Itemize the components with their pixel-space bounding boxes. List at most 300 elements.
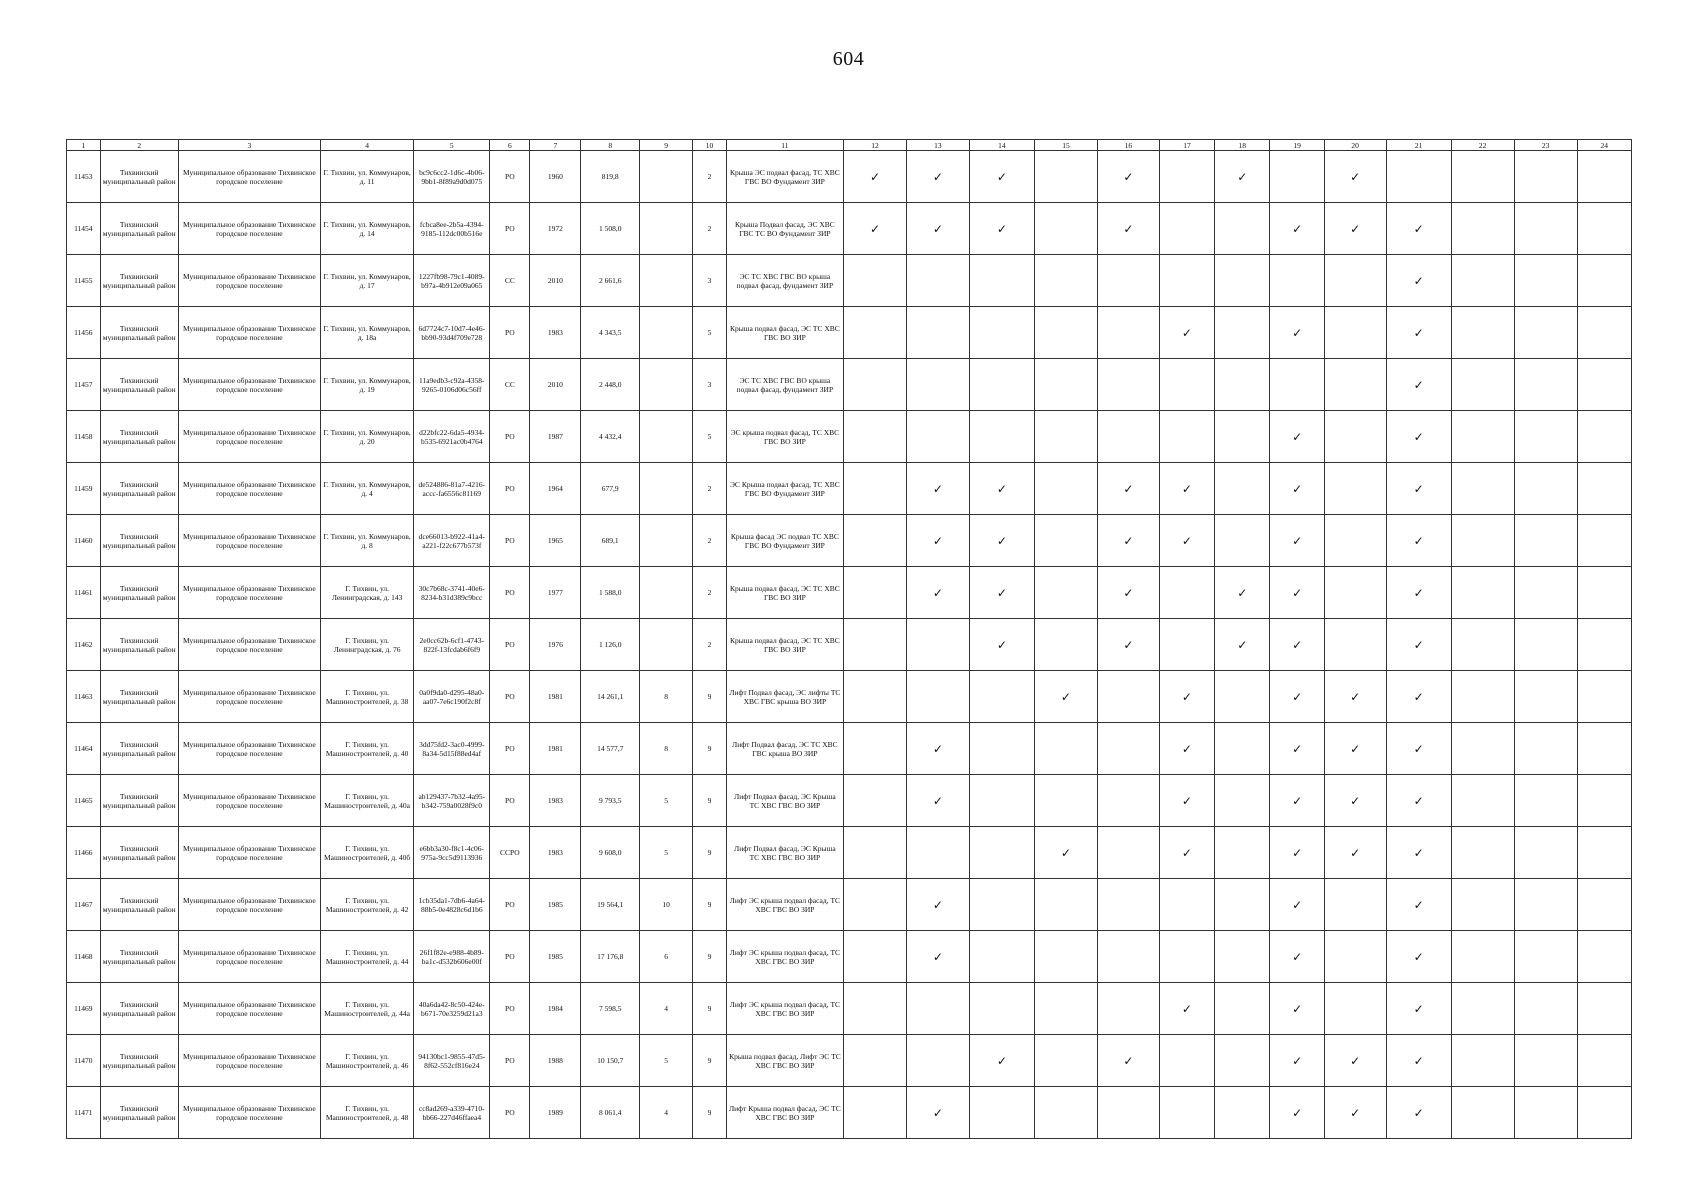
check-mark-icon: ✓ bbox=[1413, 1105, 1424, 1120]
check-cell-col-19 bbox=[1270, 307, 1324, 359]
guid-cell: de524886-81a7-4216-accc-fa6556c81169 bbox=[414, 463, 490, 515]
check-cell-col-14 bbox=[969, 619, 1034, 671]
col9-cell: 4 bbox=[639, 1087, 692, 1139]
check-mark-icon: ✓ bbox=[1350, 741, 1361, 756]
check-cell-col-20 bbox=[1324, 723, 1386, 775]
row-number-cell: 11457 bbox=[67, 359, 101, 411]
check-cell-col-23 bbox=[1514, 619, 1577, 671]
works-cell: Крыша подвал фасад, Лифт ЭС ТС ХВС ГВС ВО ЗИР bbox=[726, 1035, 843, 1087]
works-cell: Лифт Подвал фасад, ЭС ТС ХВС ГВС крыша ВО ЗИР bbox=[726, 723, 843, 775]
year-cell: 1987 bbox=[530, 411, 581, 463]
check-cell-col-20 bbox=[1324, 255, 1386, 307]
check-mark-icon: ✓ bbox=[932, 741, 943, 756]
check-cell-col-22 bbox=[1451, 411, 1514, 463]
check-cell-col-21 bbox=[1386, 359, 1451, 411]
col10-cell: 5 bbox=[693, 307, 727, 359]
type-cell: РО bbox=[490, 151, 530, 203]
check-mark-icon: ✓ bbox=[1413, 741, 1424, 756]
type-cell: РО bbox=[490, 775, 530, 827]
check-cell-col-20 bbox=[1324, 619, 1386, 671]
check-mark-icon: ✓ bbox=[1413, 429, 1424, 444]
check-cell-col-18 bbox=[1215, 151, 1270, 203]
column-header-7: 7 bbox=[530, 140, 581, 151]
address-cell: Г. Тихвин, ул. Машиностроителей, д. 40б bbox=[320, 827, 413, 879]
check-cell-col-16 bbox=[1097, 151, 1159, 203]
check-cell-col-20 bbox=[1324, 879, 1386, 931]
column-header-6: 6 bbox=[490, 140, 530, 151]
col9-cell: 5 bbox=[639, 1035, 692, 1087]
works-cell: Лифт ЭС крыша подвал фасад, ТС ХВС ГВС ВО ЗИР bbox=[726, 983, 843, 1035]
check-cell-col-18 bbox=[1215, 931, 1270, 983]
check-cell-col-18 bbox=[1215, 359, 1270, 411]
check-cell-col-19 bbox=[1270, 827, 1324, 879]
year-cell: 1981 bbox=[530, 671, 581, 723]
check-cell-col-22 bbox=[1451, 827, 1514, 879]
check-cell-col-18 bbox=[1215, 775, 1270, 827]
check-mark-icon: ✓ bbox=[1292, 325, 1303, 340]
check-mark-icon: ✓ bbox=[932, 793, 943, 808]
guid-cell: 30c7b68c-3741-40e6-8234-b31d389c9bcc bbox=[414, 567, 490, 619]
year-cell: 1983 bbox=[530, 307, 581, 359]
row-number-cell: 11469 bbox=[67, 983, 101, 1035]
check-cell-col-22 bbox=[1451, 307, 1514, 359]
area-cell: 2 448,0 bbox=[581, 359, 640, 411]
check-cell-col-22 bbox=[1451, 151, 1514, 203]
column-header-19: 19 bbox=[1270, 140, 1324, 151]
check-cell-col-21 bbox=[1386, 931, 1451, 983]
row-number-cell: 11459 bbox=[67, 463, 101, 515]
check-cell-col-21 bbox=[1386, 1035, 1451, 1087]
col9-cell bbox=[639, 307, 692, 359]
municipality-cell: Муниципальное образование Тихвинское городское поселение bbox=[178, 775, 320, 827]
check-cell-col-23 bbox=[1514, 671, 1577, 723]
district-cell: Тихвинский муниципальный район bbox=[100, 359, 178, 411]
area-cell: 1 508,0 bbox=[581, 203, 640, 255]
check-mark-icon: ✓ bbox=[1413, 637, 1424, 652]
guid-cell: 0a0f9da0-d295-48a0-aa07-7e6c190f2c8f bbox=[414, 671, 490, 723]
col9-cell: 5 bbox=[639, 827, 692, 879]
district-cell: Тихвинский муниципальный район bbox=[100, 931, 178, 983]
check-cell-col-14 bbox=[969, 1087, 1034, 1139]
address-cell: Г. Тихвин, ул. Коммунаров, д. 8 bbox=[320, 515, 413, 567]
check-cell-col-23 bbox=[1514, 203, 1577, 255]
year-cell: 1972 bbox=[530, 203, 581, 255]
area-cell: 14 261,1 bbox=[581, 671, 640, 723]
check-cell-col-21 bbox=[1386, 307, 1451, 359]
address-cell: Г. Тихвин, ул. Машиностроителей, д. 40 bbox=[320, 723, 413, 775]
row-number-cell: 11467 bbox=[67, 879, 101, 931]
check-cell-col-16 bbox=[1097, 619, 1159, 671]
col10-cell: 3 bbox=[693, 359, 727, 411]
check-cell-col-16 bbox=[1097, 359, 1159, 411]
check-cell-col-15 bbox=[1034, 723, 1097, 775]
check-cell-col-24 bbox=[1577, 879, 1631, 931]
check-cell-col-13 bbox=[906, 1035, 969, 1087]
check-cell-col-19 bbox=[1270, 359, 1324, 411]
municipality-cell: Муниципальное образование Тихвинское городское поселение bbox=[178, 411, 320, 463]
check-cell-col-12 bbox=[844, 1087, 907, 1139]
check-mark-icon: ✓ bbox=[1181, 689, 1192, 704]
col10-cell: 9 bbox=[693, 931, 727, 983]
check-cell-col-20 bbox=[1324, 567, 1386, 619]
check-mark-icon: ✓ bbox=[1181, 1001, 1192, 1016]
column-header-14: 14 bbox=[969, 140, 1034, 151]
address-cell: Г. Тихвин, ул. Коммунаров, д. 14 bbox=[320, 203, 413, 255]
check-cell-col-24 bbox=[1577, 1087, 1631, 1139]
check-cell-col-19 bbox=[1270, 515, 1324, 567]
column-header-12: 12 bbox=[844, 140, 907, 151]
works-cell: Лифт ЭС крыша подвал фасад, ТС ХВС ГВС ВО ЗИР bbox=[726, 931, 843, 983]
check-mark-icon: ✓ bbox=[1350, 1105, 1361, 1120]
check-cell-col-16 bbox=[1097, 1087, 1159, 1139]
area-cell: 1 126,0 bbox=[581, 619, 640, 671]
check-cell-col-17 bbox=[1159, 827, 1214, 879]
check-cell-col-21 bbox=[1386, 567, 1451, 619]
address-cell: Г. Тихвин, ул. Машиностроителей, д. 44 bbox=[320, 931, 413, 983]
check-cell-col-15 bbox=[1034, 775, 1097, 827]
check-mark-icon: ✓ bbox=[1413, 793, 1424, 808]
row-number-cell: 11458 bbox=[67, 411, 101, 463]
col9-cell bbox=[639, 255, 692, 307]
column-header-16: 16 bbox=[1097, 140, 1159, 151]
works-cell: ЭС Крыша подвал фасад, ТС ХВС ГВС ВО Фундамент ЗИР bbox=[726, 463, 843, 515]
col9-cell bbox=[639, 411, 692, 463]
row-number-cell: 11456 bbox=[67, 307, 101, 359]
year-cell: 1965 bbox=[530, 515, 581, 567]
check-cell-col-24 bbox=[1577, 1035, 1631, 1087]
area-cell: 9 793,5 bbox=[581, 775, 640, 827]
column-header-22: 22 bbox=[1451, 140, 1514, 151]
check-cell-col-22 bbox=[1451, 567, 1514, 619]
check-mark-icon: ✓ bbox=[1413, 585, 1424, 600]
type-cell: СС bbox=[490, 255, 530, 307]
check-cell-col-13 bbox=[906, 827, 969, 879]
table-row bbox=[67, 151, 1632, 203]
guid-cell: 2e0cc62b-6cf1-4743-822f-13fcdab6f6f9 bbox=[414, 619, 490, 671]
check-cell-col-13 bbox=[906, 359, 969, 411]
check-mark-icon: ✓ bbox=[1060, 845, 1071, 860]
check-cell-col-24 bbox=[1577, 359, 1631, 411]
column-header-9: 9 bbox=[639, 140, 692, 151]
col10-cell: 9 bbox=[693, 1035, 727, 1087]
district-cell: Тихвинский муниципальный район bbox=[100, 203, 178, 255]
check-cell-col-15 bbox=[1034, 515, 1097, 567]
works-cell: Лифт Подвал фасад, ЭС лифты ТС ХВС ГВС крыша ВО ЗИР bbox=[726, 671, 843, 723]
check-cell-col-13 bbox=[906, 411, 969, 463]
check-mark-icon: ✓ bbox=[996, 169, 1007, 184]
check-mark-icon: ✓ bbox=[932, 897, 943, 912]
table-row bbox=[67, 411, 1632, 463]
check-mark-icon: ✓ bbox=[1413, 689, 1424, 704]
check-mark-icon: ✓ bbox=[932, 949, 943, 964]
check-cell-col-16 bbox=[1097, 203, 1159, 255]
check-cell-col-19 bbox=[1270, 931, 1324, 983]
check-mark-icon: ✓ bbox=[1292, 585, 1303, 600]
check-cell-col-15 bbox=[1034, 359, 1097, 411]
check-cell-col-18 bbox=[1215, 983, 1270, 1035]
check-cell-col-12 bbox=[844, 359, 907, 411]
check-cell-col-19 bbox=[1270, 255, 1324, 307]
type-cell: РО bbox=[490, 671, 530, 723]
col10-cell: 2 bbox=[693, 463, 727, 515]
check-cell-col-21 bbox=[1386, 203, 1451, 255]
type-cell: РО bbox=[490, 463, 530, 515]
check-cell-col-14 bbox=[969, 723, 1034, 775]
check-cell-col-12 bbox=[844, 723, 907, 775]
check-mark-icon: ✓ bbox=[1413, 949, 1424, 964]
col9-cell: 10 bbox=[639, 879, 692, 931]
check-cell-col-14 bbox=[969, 775, 1034, 827]
check-cell-col-15 bbox=[1034, 983, 1097, 1035]
check-cell-col-19 bbox=[1270, 619, 1324, 671]
check-cell-col-24 bbox=[1577, 515, 1631, 567]
check-cell-col-18 bbox=[1215, 827, 1270, 879]
municipality-cell: Муниципальное образование Тихвинское городское поселение bbox=[178, 879, 320, 931]
check-cell-col-12 bbox=[844, 411, 907, 463]
table-header-row bbox=[67, 140, 1632, 151]
check-mark-icon: ✓ bbox=[1292, 481, 1303, 496]
check-cell-col-17 bbox=[1159, 307, 1214, 359]
guid-cell: 3dd75fd2-3ac0-4999-8a34-5d15f88ed4af bbox=[414, 723, 490, 775]
check-mark-icon: ✓ bbox=[1292, 949, 1303, 964]
table-row bbox=[67, 671, 1632, 723]
check-cell-col-15 bbox=[1034, 1087, 1097, 1139]
year-cell: 1985 bbox=[530, 931, 581, 983]
check-cell-col-13 bbox=[906, 931, 969, 983]
check-cell-col-19 bbox=[1270, 411, 1324, 463]
check-cell-col-21 bbox=[1386, 255, 1451, 307]
check-cell-col-23 bbox=[1514, 931, 1577, 983]
col9-cell: 4 bbox=[639, 983, 692, 1035]
check-cell-col-12 bbox=[844, 671, 907, 723]
check-mark-icon: ✓ bbox=[1237, 637, 1248, 652]
check-cell-col-20 bbox=[1324, 515, 1386, 567]
check-cell-col-15 bbox=[1034, 411, 1097, 463]
check-cell-col-24 bbox=[1577, 307, 1631, 359]
check-cell-col-14 bbox=[969, 359, 1034, 411]
check-cell-col-15 bbox=[1034, 203, 1097, 255]
check-cell-col-16 bbox=[1097, 671, 1159, 723]
guid-cell: 11a9edb3-c92a-4358-9265-0106d06c56ff bbox=[414, 359, 490, 411]
works-cell: Лифт Крыша подвал фасад, ЭС ТС ХВС ГВС ВО ЗИР bbox=[726, 1087, 843, 1139]
row-number-cell: 11468 bbox=[67, 931, 101, 983]
col10-cell: 9 bbox=[693, 671, 727, 723]
table-row bbox=[67, 775, 1632, 827]
check-cell-col-15 bbox=[1034, 567, 1097, 619]
check-mark-icon: ✓ bbox=[932, 169, 943, 184]
check-mark-icon: ✓ bbox=[1123, 481, 1134, 496]
year-cell: 1983 bbox=[530, 775, 581, 827]
row-number-cell: 11465 bbox=[67, 775, 101, 827]
area-cell: 4 343,5 bbox=[581, 307, 640, 359]
check-cell-col-12 bbox=[844, 1035, 907, 1087]
address-cell: Г. Тихвин, ул. Ленинградская, д. 143 bbox=[320, 567, 413, 619]
check-cell-col-16 bbox=[1097, 879, 1159, 931]
check-cell-col-24 bbox=[1577, 151, 1631, 203]
check-cell-col-20 bbox=[1324, 359, 1386, 411]
municipality-cell: Муниципальное образование Тихвинское городское поселение bbox=[178, 827, 320, 879]
type-cell: ССРО bbox=[490, 827, 530, 879]
check-cell-col-14 bbox=[969, 1035, 1034, 1087]
row-number-cell: 11460 bbox=[67, 515, 101, 567]
year-cell: 1981 bbox=[530, 723, 581, 775]
municipality-cell: Муниципальное образование Тихвинское городское поселение bbox=[178, 255, 320, 307]
check-cell-col-23 bbox=[1514, 827, 1577, 879]
address-cell: Г. Тихвин, ул. Машиностроителей, д. 46 bbox=[320, 1035, 413, 1087]
col9-cell bbox=[639, 359, 692, 411]
municipality-cell: Муниципальное образование Тихвинское городское поселение bbox=[178, 307, 320, 359]
address-cell: Г. Тихвин, ул. Коммунаров, д. 11 bbox=[320, 151, 413, 203]
works-cell: Лифт ЭС крыша подвал фасад, ТС ХВС ГВС ВО ЗИР bbox=[726, 879, 843, 931]
district-cell: Тихвинский муниципальный район bbox=[100, 463, 178, 515]
check-cell-col-12 bbox=[844, 203, 907, 255]
check-mark-icon: ✓ bbox=[1350, 793, 1361, 808]
check-cell-col-20 bbox=[1324, 151, 1386, 203]
col10-cell: 9 bbox=[693, 879, 727, 931]
check-cell-col-14 bbox=[969, 931, 1034, 983]
check-mark-icon: ✓ bbox=[1292, 793, 1303, 808]
check-cell-col-22 bbox=[1451, 1087, 1514, 1139]
check-cell-col-17 bbox=[1159, 775, 1214, 827]
check-cell-col-19 bbox=[1270, 151, 1324, 203]
year-cell: 1983 bbox=[530, 827, 581, 879]
check-mark-icon: ✓ bbox=[1292, 637, 1303, 652]
check-cell-col-22 bbox=[1451, 255, 1514, 307]
check-cell-col-23 bbox=[1514, 463, 1577, 515]
check-cell-col-18 bbox=[1215, 463, 1270, 515]
area-cell: 689,1 bbox=[581, 515, 640, 567]
check-mark-icon: ✓ bbox=[996, 1053, 1007, 1068]
check-mark-icon: ✓ bbox=[1181, 481, 1192, 496]
col10-cell: 5 bbox=[693, 411, 727, 463]
col10-cell: 9 bbox=[693, 983, 727, 1035]
table-body bbox=[67, 151, 1632, 1139]
check-cell-col-24 bbox=[1577, 931, 1631, 983]
works-cell: Крыша Подвал фасад, ЭС ХВС ГВС ТС ВО Фундамент ЗИР bbox=[726, 203, 843, 255]
column-header-17: 17 bbox=[1159, 140, 1214, 151]
check-cell-col-18 bbox=[1215, 255, 1270, 307]
check-mark-icon: ✓ bbox=[1123, 1053, 1134, 1068]
guid-cell: dce66013-b922-41a4-a221-f22c677b573f bbox=[414, 515, 490, 567]
check-cell-col-13 bbox=[906, 983, 969, 1035]
check-mark-icon: ✓ bbox=[1181, 845, 1192, 860]
check-cell-col-20 bbox=[1324, 203, 1386, 255]
check-cell-col-12 bbox=[844, 307, 907, 359]
check-mark-icon: ✓ bbox=[932, 533, 943, 548]
check-cell-col-21 bbox=[1386, 671, 1451, 723]
check-mark-icon: ✓ bbox=[1292, 533, 1303, 548]
area-cell: 677,9 bbox=[581, 463, 640, 515]
table-row bbox=[67, 1087, 1632, 1139]
check-cell-col-22 bbox=[1451, 619, 1514, 671]
check-cell-col-21 bbox=[1386, 827, 1451, 879]
district-cell: Тихвинский муниципальный район bbox=[100, 567, 178, 619]
table-row bbox=[67, 567, 1632, 619]
check-cell-col-15 bbox=[1034, 463, 1097, 515]
check-mark-icon: ✓ bbox=[1413, 325, 1424, 340]
row-number-cell: 11466 bbox=[67, 827, 101, 879]
municipality-cell: Муниципальное образование Тихвинское городское поселение bbox=[178, 567, 320, 619]
type-cell: РО bbox=[490, 515, 530, 567]
guid-cell: 40a6da42-8c50-424e-b671-70e3259d21a3 bbox=[414, 983, 490, 1035]
col10-cell: 3 bbox=[693, 255, 727, 307]
check-cell-col-17 bbox=[1159, 359, 1214, 411]
check-cell-col-12 bbox=[844, 515, 907, 567]
check-cell-col-17 bbox=[1159, 463, 1214, 515]
check-cell-col-13 bbox=[906, 1087, 969, 1139]
municipality-cell: Муниципальное образование Тихвинское городское поселение bbox=[178, 359, 320, 411]
type-cell: РО bbox=[490, 619, 530, 671]
type-cell: РО bbox=[490, 307, 530, 359]
col10-cell: 2 bbox=[693, 203, 727, 255]
check-cell-col-19 bbox=[1270, 671, 1324, 723]
guid-cell: e6bb3a30-f8c1-4c06-975a-9cc5d9113936 bbox=[414, 827, 490, 879]
check-cell-col-21 bbox=[1386, 411, 1451, 463]
check-cell-col-18 bbox=[1215, 879, 1270, 931]
check-cell-col-13 bbox=[906, 255, 969, 307]
year-cell: 1989 bbox=[530, 1087, 581, 1139]
area-cell: 10 150,7 bbox=[581, 1035, 640, 1087]
check-cell-col-22 bbox=[1451, 463, 1514, 515]
check-cell-col-20 bbox=[1324, 1035, 1386, 1087]
column-header-5: 5 bbox=[414, 140, 490, 151]
check-cell-col-22 bbox=[1451, 723, 1514, 775]
check-cell-col-18 bbox=[1215, 1087, 1270, 1139]
municipality-cell: Муниципальное образование Тихвинское городское поселение bbox=[178, 983, 320, 1035]
check-cell-col-20 bbox=[1324, 463, 1386, 515]
col9-cell bbox=[639, 151, 692, 203]
check-cell-col-14 bbox=[969, 411, 1034, 463]
check-cell-col-15 bbox=[1034, 255, 1097, 307]
check-mark-icon: ✓ bbox=[1292, 689, 1303, 704]
check-cell-col-20 bbox=[1324, 775, 1386, 827]
municipality-cell: Муниципальное образование Тихвинское городское поселение bbox=[178, 515, 320, 567]
year-cell: 1964 bbox=[530, 463, 581, 515]
district-cell: Тихвинский муниципальный район bbox=[100, 671, 178, 723]
address-cell: Г. Тихвин, ул. Коммунаров, д. 19 bbox=[320, 359, 413, 411]
check-cell-col-12 bbox=[844, 255, 907, 307]
type-cell: РО bbox=[490, 411, 530, 463]
row-number-cell: 11471 bbox=[67, 1087, 101, 1139]
guid-cell: 26f1f82e-e988-4b89-ba1c-d532b606e00f bbox=[414, 931, 490, 983]
check-mark-icon: ✓ bbox=[1060, 689, 1071, 704]
check-cell-col-17 bbox=[1159, 723, 1214, 775]
check-cell-col-20 bbox=[1324, 671, 1386, 723]
col10-cell: 9 bbox=[693, 775, 727, 827]
check-cell-col-23 bbox=[1514, 567, 1577, 619]
check-mark-icon: ✓ bbox=[932, 585, 943, 600]
table-row bbox=[67, 1035, 1632, 1087]
column-header-4: 4 bbox=[320, 140, 413, 151]
col10-cell: 2 bbox=[693, 619, 727, 671]
check-cell-col-17 bbox=[1159, 619, 1214, 671]
column-header-2: 2 bbox=[100, 140, 178, 151]
check-mark-icon: ✓ bbox=[932, 221, 943, 236]
type-cell: РО bbox=[490, 1035, 530, 1087]
check-cell-col-16 bbox=[1097, 827, 1159, 879]
check-cell-col-21 bbox=[1386, 619, 1451, 671]
check-cell-col-22 bbox=[1451, 515, 1514, 567]
check-cell-col-24 bbox=[1577, 203, 1631, 255]
check-cell-col-18 bbox=[1215, 671, 1270, 723]
check-mark-icon: ✓ bbox=[1181, 793, 1192, 808]
address-cell: Г. Тихвин, ул. Машиностроителей, д. 38 bbox=[320, 671, 413, 723]
table-row bbox=[67, 619, 1632, 671]
check-cell-col-13 bbox=[906, 775, 969, 827]
works-cell: ЭС крыша подвал фасад, ТС ХВС ГВС ВО ЗИР bbox=[726, 411, 843, 463]
year-cell: 1984 bbox=[530, 983, 581, 1035]
col10-cell: 9 bbox=[693, 827, 727, 879]
